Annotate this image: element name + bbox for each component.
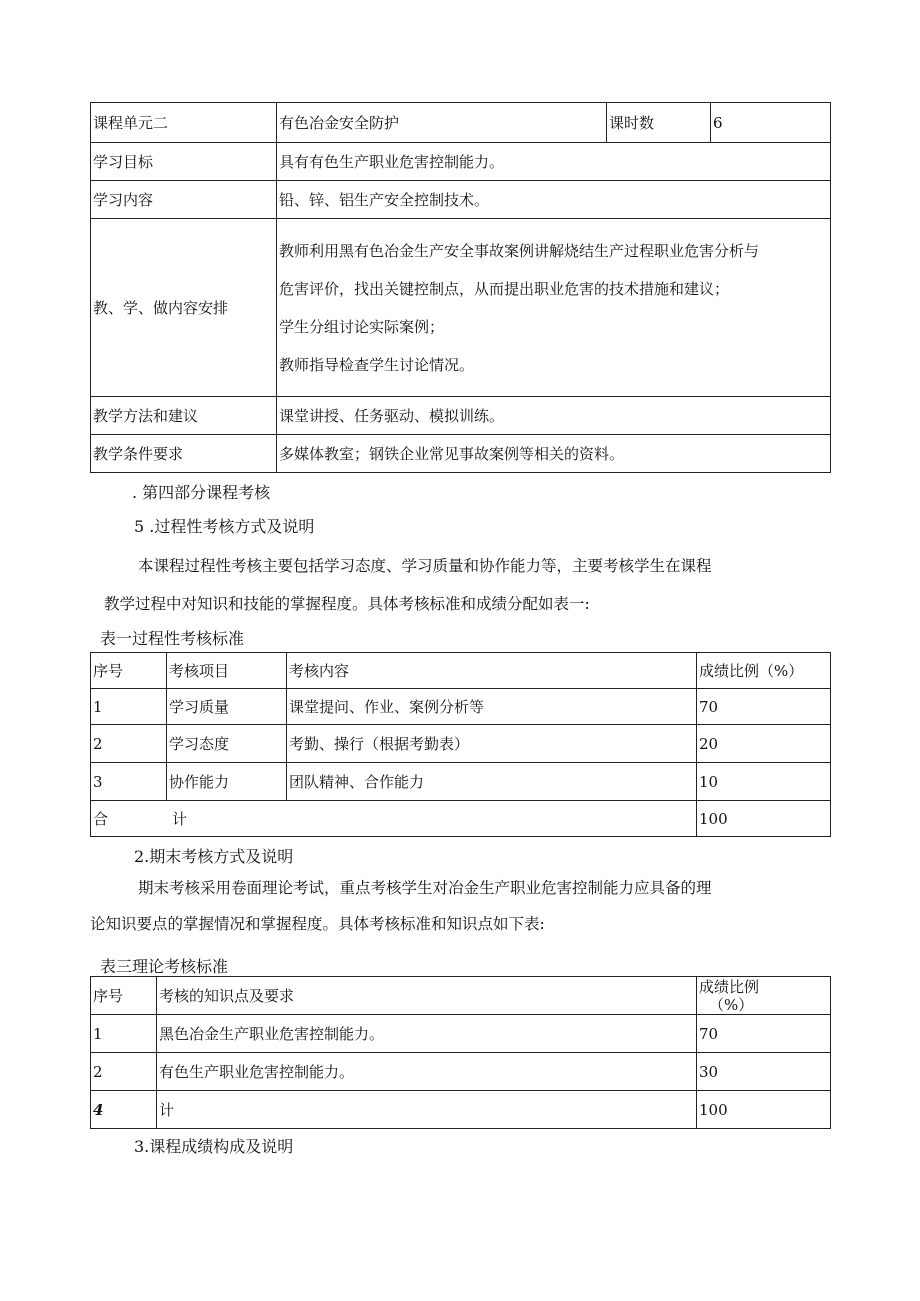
table-cell: 1 xyxy=(91,1015,157,1053)
table-cell: 1 xyxy=(91,689,167,725)
table3-caption: 表三理论考核标准 xyxy=(100,957,229,976)
table1-header-cell: 考核内容 xyxy=(287,653,697,689)
arrangement-content xyxy=(277,219,831,397)
arrangement-line: 学生分组讨论实际案例； xyxy=(279,317,445,336)
table-cell: 2 xyxy=(91,1053,157,1091)
content-label: 学习内容 xyxy=(91,181,277,219)
total-value: 100 xyxy=(697,801,831,837)
arrangement-line: 教师利用黑有色冶金生产安全事故案例讲解烧结生产过程职业危害分析与 xyxy=(279,241,760,260)
table-row xyxy=(91,725,831,763)
table3-header-cell: 序号 xyxy=(91,977,157,1015)
table-total-row xyxy=(91,801,831,837)
table3-ratio-header xyxy=(697,977,831,1015)
hours-value: 6 xyxy=(711,103,831,143)
para2-line2: 论知识要点的掌握情况和掌握程度。具体考核标准和知识点如下表: xyxy=(90,915,545,933)
para1-line2: 教学过程中对知识和技能的掌握程度。具体考核标准和成绩分配如表一: xyxy=(104,595,590,613)
table-row xyxy=(91,689,831,725)
course-unit-table xyxy=(90,102,831,473)
table1-caption: 表一过程性考核标准 xyxy=(100,629,245,648)
section2-heading: 2.期末考核方式及说明 xyxy=(134,847,294,866)
table-cell: 2 xyxy=(91,725,167,763)
table-cell: 课堂提问、作业、案例分析等 xyxy=(287,689,697,725)
total-label-b: 计 xyxy=(157,1091,697,1129)
section3-heading: 3.课程成绩构成及说明 xyxy=(134,1137,294,1156)
arrangement-line: 教师指导检查学生讨论情况。 xyxy=(279,355,475,374)
table3-header-cell: 考核的知识点及要求 xyxy=(157,977,697,1015)
total-label-a: 合 xyxy=(93,809,109,828)
condition-label: 教学条件要求 xyxy=(91,435,277,473)
section5-heading: 5 .过程性考核方式及说明 xyxy=(134,517,315,536)
method-value: 课堂讲授、任务驱动、模拟训练。 xyxy=(277,397,831,435)
table-cell: 学习态度 xyxy=(167,725,287,763)
table1-header-cell: 序号 xyxy=(91,653,167,689)
table-total-row xyxy=(91,1091,831,1129)
table-cell: 10 xyxy=(697,763,831,801)
table-cell: 黑色冶金生产职业危害控制能力。 xyxy=(157,1015,697,1053)
content-value: 铅、锌、铝生产安全控制技术。 xyxy=(277,181,831,219)
arrangement-label: 教、学、做内容安排 xyxy=(91,219,277,397)
goal-value: 具有有色生产职业危害控制能力。 xyxy=(277,143,831,181)
table-cell: 70 xyxy=(697,1015,831,1053)
table-cell: 考勤、操行（根据考勤表） xyxy=(287,725,697,763)
table-cell: 3 xyxy=(91,763,167,801)
table-row xyxy=(91,763,831,801)
table-cell: 团队精神、合作能力 xyxy=(287,763,697,801)
method-label: 教学方法和建议 xyxy=(91,397,277,435)
para2-line1: 期末考核采用卷面理论考试，重点考核学生对冶金生产职业危害控制能力应具备的理 xyxy=(138,879,712,897)
total-label xyxy=(91,801,697,837)
process-assessment-table xyxy=(90,652,831,837)
goal-label: 学习目标 xyxy=(91,143,277,181)
total-value: 100 xyxy=(697,1091,831,1129)
total-label-a: 4 xyxy=(91,1091,157,1129)
table1-header-cell: 成绩比例（%） xyxy=(697,653,831,689)
arrangement-line: 危害评价，找出关键控制点，从而提出职业危害的技术措施和建议； xyxy=(279,279,730,298)
total-label-b: 计 xyxy=(172,809,188,828)
table-row xyxy=(91,1053,831,1091)
table-cell: 协作能力 xyxy=(167,763,287,801)
para1-line1: 本课程过程性考核主要包括学习态度、学习质量和协作能力等，主要考核学生在课程 xyxy=(138,557,712,575)
table-cell: 70 xyxy=(697,689,831,725)
part4-heading: . 第四部分课程考核 xyxy=(132,483,271,502)
table-row xyxy=(91,1015,831,1053)
hours-label: 课时数 xyxy=(607,103,711,143)
table-cell: 学习质量 xyxy=(167,689,287,725)
table1-header-cell: 考核项目 xyxy=(167,653,287,689)
ratio-header-line1: 成绩比例 xyxy=(699,977,760,996)
condition-value: 多媒体教室；钢铁企业常见事故案例等相关的资料。 xyxy=(277,435,831,473)
table-cell: 20 xyxy=(697,725,831,763)
table-cell: 30 xyxy=(697,1053,831,1091)
unit-label: 课程单元二 xyxy=(91,103,277,143)
ratio-header-line2: （%） xyxy=(709,995,754,1014)
theory-assessment-table xyxy=(90,976,831,1129)
table-cell: 有色生产职业危害控制能力。 xyxy=(157,1053,697,1091)
unit-name: 有色冶金安全防护 xyxy=(277,103,607,143)
